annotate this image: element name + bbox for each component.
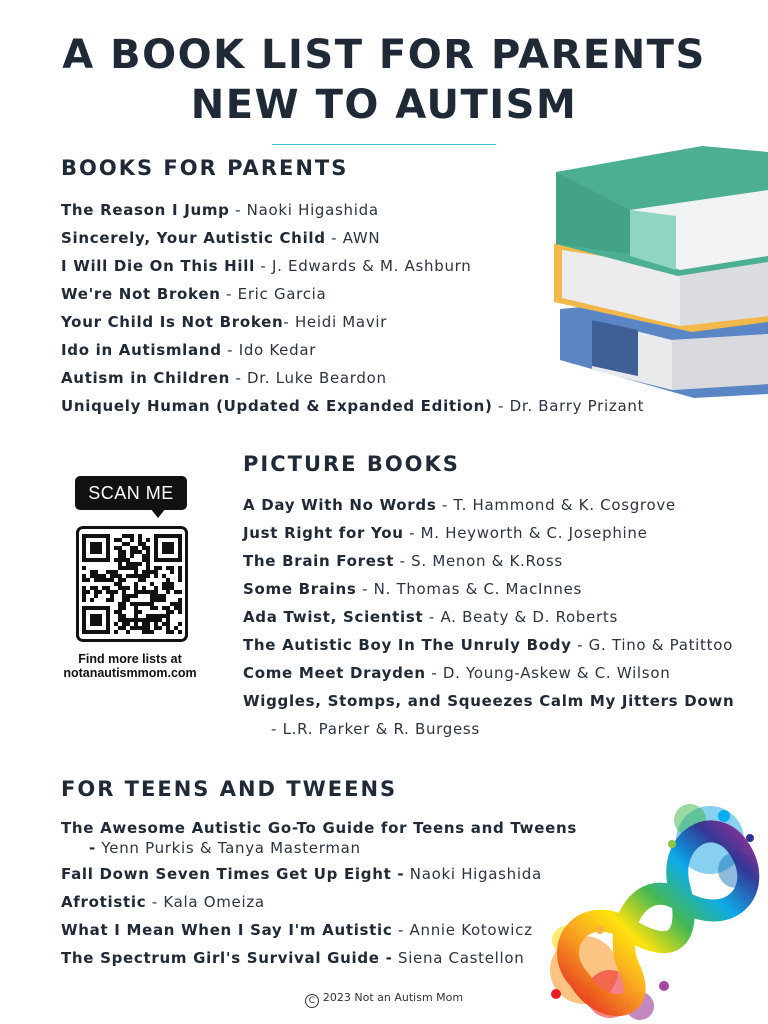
book-title: We're Not Broken [61, 285, 221, 303]
book-author: - M. Heyworth & C. Josephine [403, 524, 648, 542]
book-title: The Autistic Boy In The Unruly Body [243, 636, 572, 654]
book-author: - Annie Kotowicz [392, 921, 533, 939]
title-line-2: NEW TO AUTISM [190, 82, 578, 128]
book-title: The Awesome Autistic Go-To Guide for Teens and Tweens [61, 819, 577, 837]
qr-footer [40, 652, 220, 680]
book-title: Ada Twist, Scientist [243, 608, 424, 626]
qr-footer-line-1: Find more lists at [78, 652, 182, 666]
book-title: The Spectrum Girl's Survival Guide - [61, 949, 393, 967]
list-item [243, 575, 734, 603]
book-title: Ido in Autismland [61, 341, 222, 359]
book-author: - S. Menon & K.Ross [394, 552, 563, 570]
book-author: - D. Young-Askew & C. Wilson [425, 664, 671, 682]
list-item [61, 860, 577, 888]
book-title: Some Brains [243, 580, 357, 598]
qr-code-icon [82, 532, 182, 636]
scan-bubble-tail [150, 508, 166, 518]
book-title: Autism in Children [61, 369, 230, 387]
section-heading-picture-books: PICTURE BOOKS [243, 452, 460, 476]
book-author: - Kala Omeiza [146, 893, 265, 911]
stacked-books-illustration [552, 144, 768, 400]
book-author: Siena Castellon [392, 949, 525, 967]
teens-book-list [61, 814, 577, 972]
section-heading-teens: FOR TEENS AND TWEENS [61, 777, 398, 801]
list-item [61, 814, 577, 858]
book-title: Your Child Is Not Broken [61, 313, 284, 331]
book-author: - Dr. Barry Prizant [492, 397, 645, 415]
book-title: Uniquely Human (Updated & Expanded Edition) [61, 397, 493, 415]
list-item [243, 715, 734, 743]
page-title [0, 30, 768, 130]
book-title: Fall Down Seven Times Get Up Eight - [61, 865, 405, 883]
book-author: Naoki Higashida [404, 865, 542, 883]
list-item [243, 491, 734, 519]
list-item [243, 603, 734, 631]
book-title: Come Meet Drayden [243, 664, 426, 682]
copyright-notice [0, 991, 768, 1008]
book-title-dash: - [89, 839, 96, 857]
book-title: I Will Die On This Hill [61, 257, 255, 275]
book-title: Afrotistic [61, 893, 147, 911]
list-item [243, 687, 734, 715]
book-title: The Brain Forest [243, 552, 395, 570]
book-author: - J. Edwards & M. Ashburn [254, 257, 472, 275]
book-title: The Reason I Jump [61, 201, 230, 219]
book-author: - T. Hammond & K. Cosgrove [436, 496, 676, 514]
section-heading-parents: BOOKS FOR PARENTS [61, 156, 349, 180]
list-item [243, 659, 734, 687]
title-divider [272, 144, 496, 145]
picture-book-list [243, 491, 734, 743]
book-author: - N. Thomas & C. MacInnes [356, 580, 583, 598]
list-item [61, 944, 577, 972]
book-title: A Day With No Words [243, 496, 437, 514]
qr-code-frame[interactable] [76, 526, 188, 642]
book-author: - Ido Kedar [221, 341, 317, 359]
list-item [61, 916, 577, 944]
book-author: - L.R. Parker & R. Burgess [271, 720, 480, 738]
book-title: Just Right for You [243, 524, 404, 542]
book-author: - Naoki Higashida [229, 201, 379, 219]
book-author: - Eric Garcia [220, 285, 327, 303]
qr-footer-url[interactable]: notanautismmom.com [63, 666, 197, 680]
list-item [243, 547, 734, 575]
scan-me-label: SCAN ME [75, 476, 187, 510]
book-author: - AWN [325, 229, 381, 247]
book-author: - Heidi Mavir [283, 313, 388, 331]
book-title: Sincerely, Your Autistic Child [61, 229, 326, 247]
book-author: - A. Beaty & D. Roberts [423, 608, 619, 626]
book-title: Wiggles, Stomps, and Squeezes Calm My Jitters Down [243, 692, 735, 710]
book-author: - G. Tino & Patittoo [571, 636, 733, 654]
book-author: - Dr. Luke Beardon [229, 369, 387, 387]
book-title: What I Mean When I Say I'm Autistic [61, 921, 393, 939]
copyright-text: 2023 Not an Autism Mom [322, 991, 464, 1004]
title-line-1: A BOOK LIST FOR PARENTS [62, 32, 706, 78]
copyright-icon: C [305, 994, 319, 1008]
list-item [61, 888, 577, 916]
book-author: Yenn Purkis & Tanya Masterman [95, 839, 361, 857]
list-item [243, 519, 734, 547]
rainbow-infinity-splash-icon [540, 780, 768, 1024]
list-item [243, 631, 734, 659]
